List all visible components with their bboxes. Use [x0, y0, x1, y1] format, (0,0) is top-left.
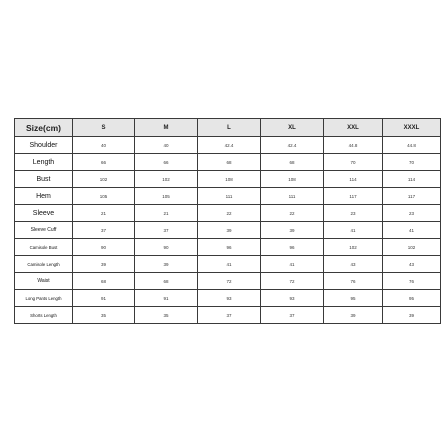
header-l: L	[198, 119, 261, 137]
table-cell: 102	[135, 171, 198, 188]
table-cell: 43	[324, 256, 383, 273]
table-cell: 95	[324, 290, 383, 307]
table-cell: 35	[73, 307, 135, 324]
table-cell: 39	[198, 222, 261, 239]
table-cell: 35	[135, 307, 198, 324]
table-row	[15, 273, 441, 290]
row-label: Long Pants Length	[15, 290, 73, 307]
table-row	[15, 205, 441, 222]
table-cell: 42.4	[198, 137, 261, 154]
table-cell: 111	[198, 188, 261, 205]
row-label: Sleeve	[15, 205, 73, 222]
table-cell: 70	[383, 154, 441, 171]
header-m: M	[135, 119, 198, 137]
table-cell: 96	[261, 239, 324, 256]
table-cell: 39	[73, 256, 135, 273]
table-cell: 102	[73, 171, 135, 188]
table-cell: 90	[73, 239, 135, 256]
table-cell: 44.8	[383, 137, 441, 154]
table-cell: 21	[135, 205, 198, 222]
table-cell: 22	[261, 205, 324, 222]
table-row	[15, 256, 441, 273]
table-cell: 76	[324, 273, 383, 290]
table-cell: 90	[135, 239, 198, 256]
table-row	[15, 222, 441, 239]
table-cell: 102	[383, 239, 441, 256]
table-cell: 105	[135, 188, 198, 205]
table-cell: 42.4	[261, 137, 324, 154]
table-row	[15, 171, 441, 188]
table-cell: 105	[73, 188, 135, 205]
table-cell: 39	[324, 307, 383, 324]
table-cell: 70	[324, 154, 383, 171]
table-cell: 66	[135, 154, 198, 171]
table-header-row	[15, 119, 441, 137]
table-row	[15, 307, 441, 324]
table-cell: 39	[135, 256, 198, 273]
table-cell: 102	[324, 239, 383, 256]
table-cell: 40	[73, 137, 135, 154]
table-cell: 91	[135, 290, 198, 307]
table-row	[15, 290, 441, 307]
table-cell: 41	[324, 222, 383, 239]
table-cell: 72	[261, 273, 324, 290]
table-cell: 93	[261, 290, 324, 307]
row-label: Sleeve Cuff	[15, 222, 73, 239]
row-label: Hem	[15, 188, 73, 205]
table-cell: 114	[383, 171, 441, 188]
row-label: Camisole Bust	[15, 239, 73, 256]
table-cell: 68	[198, 154, 261, 171]
table-row	[15, 137, 441, 154]
table-cell: 96	[198, 239, 261, 256]
table-cell: 37	[73, 222, 135, 239]
table-cell: 23	[324, 205, 383, 222]
table-cell: 21	[73, 205, 135, 222]
table-cell: 68	[261, 154, 324, 171]
table-cell: 108	[261, 171, 324, 188]
table-cell: 95	[383, 290, 441, 307]
row-label: Shoulder	[15, 137, 73, 154]
table-row	[15, 188, 441, 205]
table-cell: 39	[383, 307, 441, 324]
table-cell: 72	[198, 273, 261, 290]
table-cell: 37	[261, 307, 324, 324]
table-cell: 39	[261, 222, 324, 239]
header-s: S	[73, 119, 135, 137]
table-cell: 22	[198, 205, 261, 222]
row-label: Length	[15, 154, 73, 171]
table-cell: 76	[383, 273, 441, 290]
table-cell: 37	[198, 307, 261, 324]
table-cell: 68	[135, 273, 198, 290]
table-cell: 108	[198, 171, 261, 188]
table-cell: 66	[73, 154, 135, 171]
row-label: Shorts Length	[15, 307, 73, 324]
table-cell: 91	[73, 290, 135, 307]
header-xxl: XXL	[324, 119, 383, 137]
table-cell: 117	[383, 188, 441, 205]
header-size-cm: Size(cm)	[15, 119, 73, 137]
table-row	[15, 239, 441, 256]
table-cell: 111	[261, 188, 324, 205]
row-label: Bust	[15, 171, 73, 188]
table-row	[15, 154, 441, 171]
table-cell: 114	[324, 171, 383, 188]
table-cell: 43	[383, 256, 441, 273]
table-cell: 40	[135, 137, 198, 154]
table-cell: 93	[198, 290, 261, 307]
table-cell: 23	[383, 205, 441, 222]
row-label: Camisole Length	[15, 256, 73, 273]
table-cell: 41	[261, 256, 324, 273]
row-label: Waist	[15, 273, 73, 290]
size-chart-table	[14, 118, 441, 324]
table-cell: 117	[324, 188, 383, 205]
table-cell: 44.8	[324, 137, 383, 154]
header-xxxl: XXXL	[383, 119, 441, 137]
table-cell: 37	[135, 222, 198, 239]
table-cell: 68	[73, 273, 135, 290]
table-cell: 41	[198, 256, 261, 273]
table-cell: 41	[383, 222, 441, 239]
header-xl: XL	[261, 119, 324, 137]
